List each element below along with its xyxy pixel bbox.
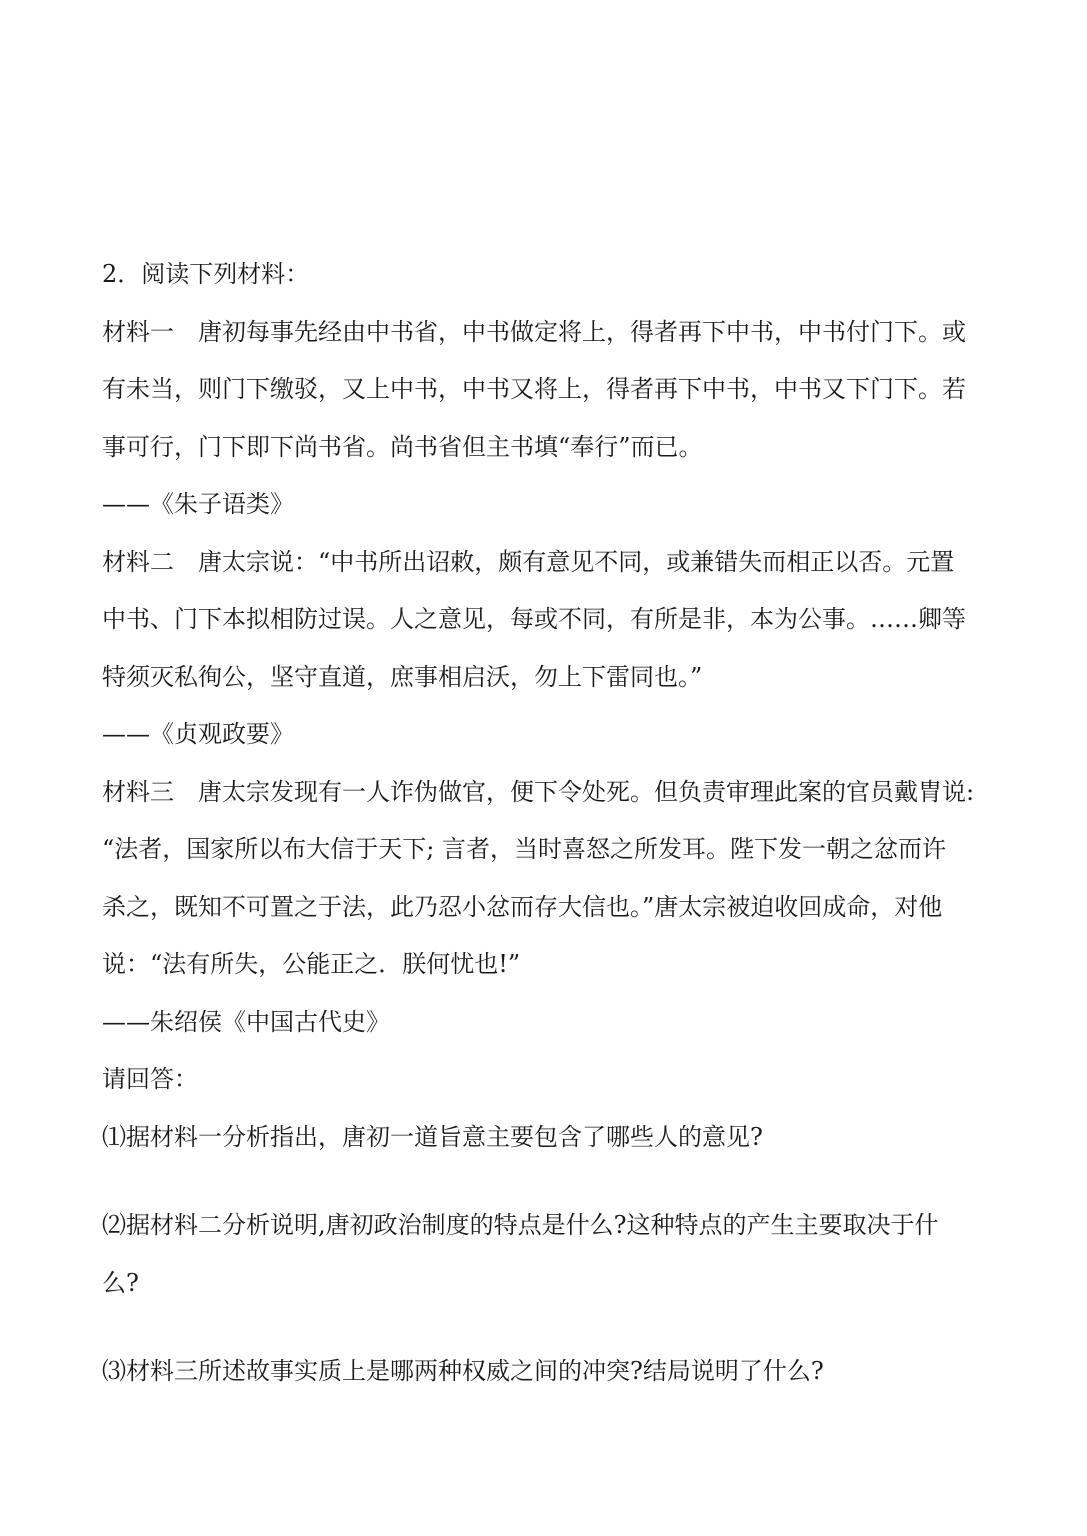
material-three-line: 材料三 唐太宗发现有一人诈伪做官，便下令处死。但负责审理此案的官员戴胄说:: [102, 777, 975, 806]
answer-space: [102, 1166, 1002, 1197]
material-two-line: 材料二 唐太宗说：“中书所出诏敕，颇有意见不同，或兼错失而相正以否。元置: [102, 547, 955, 576]
material-two-line: 特须灭私徇公，坚守直道，庶事相启沃，勿上下雷同也。”: [102, 662, 703, 691]
material-three-line: “法者，国家所以布大信于天下; 言者，当时喜怒之所发耳。陛下发一朝之忿而许: [102, 835, 946, 863]
sub-question-2-line: 么?: [102, 1268, 139, 1297]
question-block: [102, 246, 1002, 1401]
question-heading: 2．阅读下列材料：: [102, 260, 310, 288]
sub-question-1: ⑴据材料一分析指出，唐初一道旨意主要包含了哪些人的意见?: [102, 1122, 763, 1151]
sub-question-2-line: ⑵据材料二分析说明,唐初政治制度的特点是什么?这种特点的产生主要取决于什: [102, 1211, 939, 1239]
material-three-line: 杀之，既知不可置之于法，此乃忍小忿而存大信也。”唐太宗被迫收回成命，对他: [102, 892, 943, 921]
material-one: [102, 304, 1002, 534]
answer-space: [102, 1312, 1002, 1343]
material-three-source: ——朱绍侯《中国古代史》: [102, 1007, 390, 1036]
material-one-line: 材料一 唐初每事先经由中书省，中书做定将上，得者再下中书，中书付门下。或: [102, 317, 966, 346]
sub-question-2: [102, 1197, 1002, 1312]
material-one-line: 事可行，门下即下尚书省。尚书省但主书填“奉行”而已。: [102, 432, 703, 461]
material-three-line: 说：“法有所失，公能正之．朕何忧也!”: [102, 950, 521, 978]
material-two-source: ——《贞观政要》: [102, 720, 294, 748]
answer-prompt: 请回答：: [102, 1065, 198, 1093]
material-two-line: 中书、门下本拟相防过误。人之意见，每或不同，有所是非，本为公事。……卿等: [102, 605, 966, 633]
material-two: [102, 534, 1002, 764]
material-one-line: 有未当，则门下缴驳，又上中书，中书又将上，得者再下中书，中书又下门下。若: [102, 375, 966, 403]
sub-question-3: ⑶材料三所述故事实质上是哪两种权威之间的冲突?结局说明了什么?: [102, 1357, 824, 1385]
material-one-source: ——《朱子语类》: [102, 490, 294, 518]
material-three: [102, 764, 1002, 1052]
